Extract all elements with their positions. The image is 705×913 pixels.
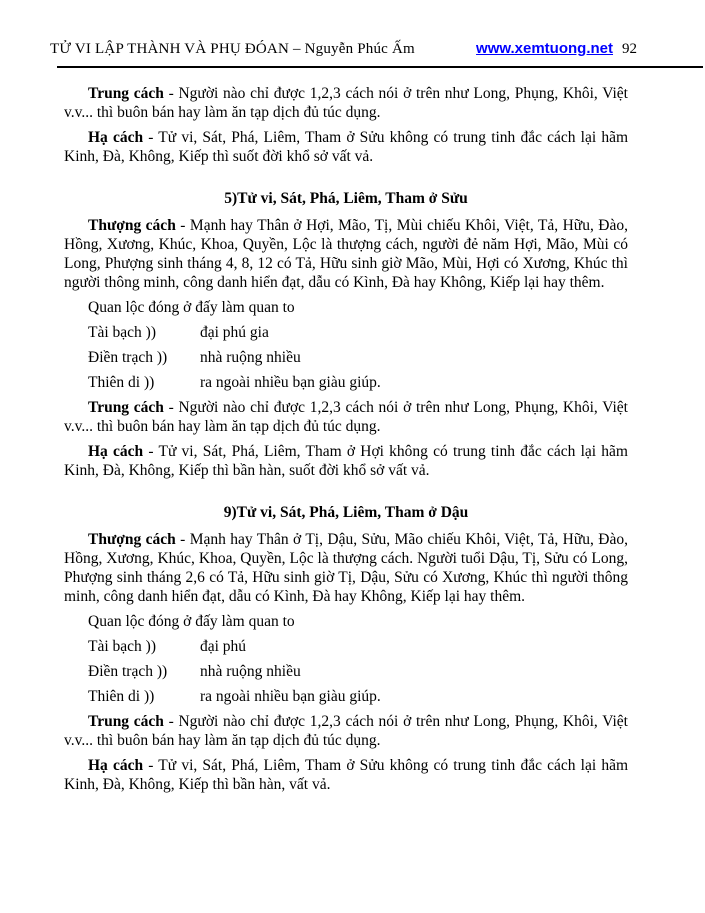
paragraph-text: - Người nào chỉ được 1,2,3 cách nói ở trên như Long, Phụng, Khôi, Việt v.v... thì buôn bán hay làm ăn tạp dịch đủ túc dụng. — [64, 713, 628, 749]
row-value: nhà ruộng nhiều — [200, 663, 301, 680]
paragraph-text: - Tử vi, Sát, Phá, Liêm, Tham ở Sửu không có trung tinh đắc cách lại hãm Kinh, Đà, Không, Kiếp thì bần hàn, vất vả. — [64, 757, 629, 793]
paragraph-lead: Trung cách — [88, 85, 164, 102]
row-value: đại phú — [200, 638, 247, 655]
paragraph-text: - Người nào chỉ được 1,2,3 cách nói ở trên như Long, Phụng, Khôi, Việt v.v... thì buôn bán hay làm ăn tạp dịch đủ túc dụng. — [64, 399, 628, 435]
row-value: ra ngoài nhiều bạn giàu giúp. — [200, 688, 381, 705]
paragraph-lead: Hạ cách — [88, 129, 144, 146]
section-5-quan-loc-line: Quan lộc đóng ở đấy làm quan to — [88, 299, 295, 316]
section-9-ha-cach-paragraph — [64, 756, 628, 794]
paragraph-lead: Trung cách — [88, 713, 164, 730]
table-row — [64, 687, 628, 706]
row-label: Điền trạch )) — [88, 349, 168, 366]
row-label: Thiên di )) — [88, 374, 155, 391]
row-label: Điền trạch )) — [88, 663, 168, 680]
section-5-ha-cach-paragraph — [64, 442, 628, 480]
section-5-heading: 5)Tử vi, Sát, Phá, Liêm, Tham ở Sửu — [224, 190, 468, 207]
paragraph-lead: Hạ cách — [88, 443, 144, 460]
row-value: ra ngoài nhiều bạn giàu giúp. — [200, 374, 381, 391]
section-9-heading: 9)Tử vi, Sát, Phá, Liêm, Tham ở Dậu — [223, 504, 469, 521]
row-value: nhà ruộng nhiều — [200, 349, 301, 366]
table-row — [64, 637, 628, 656]
section-9-thuong-cach-paragraph — [64, 530, 628, 606]
section-9-quan-loc-line: Quan lộc đóng ở đấy làm quan to — [88, 613, 295, 630]
section-5-thuong-cach-paragraph — [64, 216, 628, 292]
header-website-link[interactable]: www.xemtuong.net — [476, 40, 613, 57]
page-number: 92 — [622, 41, 637, 57]
section-5-trung-cach-paragraph — [64, 398, 628, 436]
row-label: Tài bạch )) — [88, 638, 156, 655]
table-row — [64, 323, 628, 342]
paragraph-lead: Thượng cách — [88, 217, 176, 234]
table-row — [64, 662, 628, 681]
table-row — [64, 373, 628, 392]
paragraph-lead: Trung cách — [88, 399, 164, 416]
page-header — [0, 0, 705, 58]
paragraph-text: - Tử vi, Sát, Phá, Liêm, Tham ở Sửu không có trung tinh đắc cách lại hãm Kinh, Đà, Không, Kiếp thì suốt đời khổ sở vất vả. — [64, 129, 629, 165]
header-right-group — [476, 40, 637, 58]
paragraph-lead: Hạ cách — [88, 757, 144, 774]
row-label: Thiên di )) — [88, 688, 155, 705]
row-label: Tài bạch )) — [88, 324, 156, 341]
document-body — [0, 68, 705, 794]
paragraph-text: - Mạnh hay Thân ở Tị, Dậu, Sửu, Mão chiếu Khôi, Việt, Tả, Hữu, Đào, Hồng, Xương, Khúc, Khoa, Quyền, Lộc là thượng cách. Người tuổi Dậu, Tị, Sửu có Long, Phượng sinh tháng 2,6 có Tả, Hữu sinh giờ Tị, Dậu, Sửu có Xương, Khúc thì người thông minh, công danh hiển đạt, dẫu có Kình, Đà hay Không, Kiếp lại hay thêm. — [64, 531, 628, 605]
intro-trung-cach-paragraph — [64, 84, 628, 122]
paragraph-lead: Thượng cách — [88, 531, 176, 548]
section-9-trung-cach-paragraph — [64, 712, 628, 750]
intro-ha-cach-paragraph — [64, 128, 628, 166]
paragraph-text: - Tử vi, Sát, Phá, Liêm, Tham ở Hợi không có trung tinh đắc cách lại hãm Kinh, Đà, Không, Kiếp thì bần hàn, suốt đời khổ sở vất vả. — [64, 443, 628, 479]
header-title: TỬ VI LẬP THÀNH VÀ PHỤ ĐÓAN – Nguyễn Phúc Ấm — [50, 41, 415, 57]
paragraph-text: - Người nào chỉ được 1,2,3 cách nói ở trên như Long, Phụng, Khôi, Việt v.v... thì buôn bán hay làm ăn tạp dịch đủ túc dụng. — [64, 85, 628, 121]
table-row — [64, 348, 628, 367]
row-value: đại phú gia — [200, 324, 269, 341]
paragraph-text: - Mạnh hay Thân ở Hợi, Mão, Tị, Mùi chiếu Khôi, Việt, Tả, Hữu, Đào, Hồng, Xương, Khúc, Khoa, Quyền, Lộc là thượng cách, người đẻ năm Hợi, Mão, Mùi có Long, Phượng sinh tháng 4, 8, 12 có Tả, Hữu sinh giờ Mão, Mùi, Hợi có Xương, Khúc thì người thông minh, công danh hiển đạt, dẫu có Kình, Đà hay Không, Kiếp lại hay thêm. — [64, 217, 628, 291]
